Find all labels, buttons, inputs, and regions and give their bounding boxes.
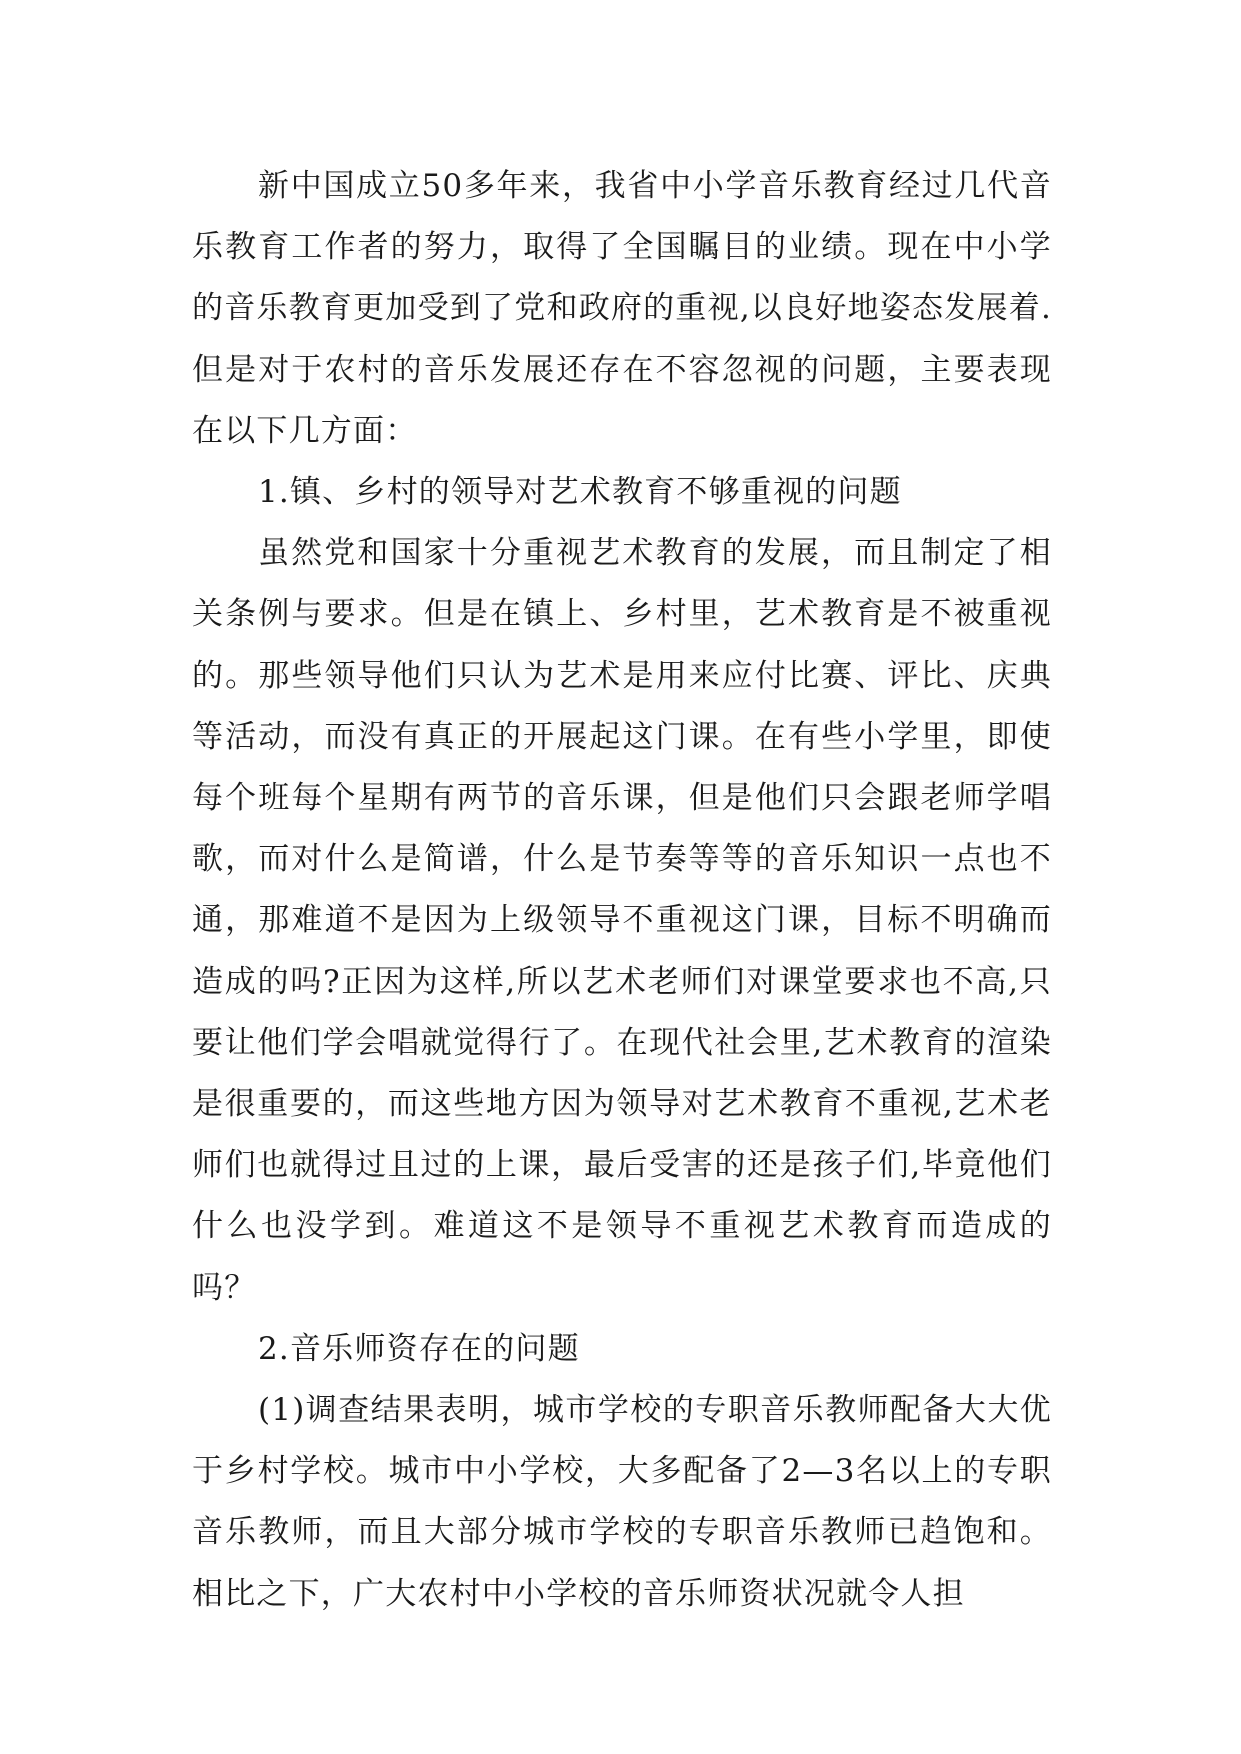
section-1-paragraph: 虽然党和国家十分重视艺术教育的发展，而且制定了相关条例与要求。但是在镇上、乡村里，艺术教育是不被重视的。那些领导他们只认为艺术是用来应付比赛、评比、庆典等活动，而没有真正的开展起这门课。在有些小学里，即使每个班每个星期有两节的音乐课，但是他们只会跟老师学唱歌，而对什么是简谱，什么是节奏等等的音乐知识一点也不通，那难道不是因为上级领导不重视这门课，目标不明确而造成的吗?正因为这样,所以艺术老师们对课堂要求也不高,只要让他们学会唱就觉得行了。在现代社会里,艺术教育的渲染是很重要的，而这些地方因为领导对艺术教育不重视,艺术老师们也就得过且过的上课，最后受害的还是孩子们,毕竟他们什么也没学到。难道这不是领导不重视艺术教育而造成的吗？: [192, 535, 1052, 1306]
intro-paragraph: 新中国成立50多年来，我省中小学音乐教育经过几代音乐教育工作者的努力，取得了全国瞩目的业绩。现在中小学的音乐教育更加受到了党和政府的重视,以良好地姿态发展着.但是对于农村的音乐发展还存在不容忽视的问题，主要表现在以下几方面：: [192, 168, 1052, 449]
section-heading-1: 1.镇、乡村的领导对艺术教育不够重视的问题: [258, 474, 902, 511]
section-2-paragraph: (1)调查结果表明，城市学校的专职音乐教师配备大大优于乡村学校。城市中小学校，大多配备了2—3名以上的专职音乐教师，而且大部分城市学校的专职音乐教师已趋饱和。相比之下，广大农村中小学校的音乐师资状况就令人担: [192, 1392, 1052, 1612]
section-heading-2: 2.音乐师资存在的问题: [258, 1330, 580, 1367]
document-body: [192, 156, 1052, 1625]
